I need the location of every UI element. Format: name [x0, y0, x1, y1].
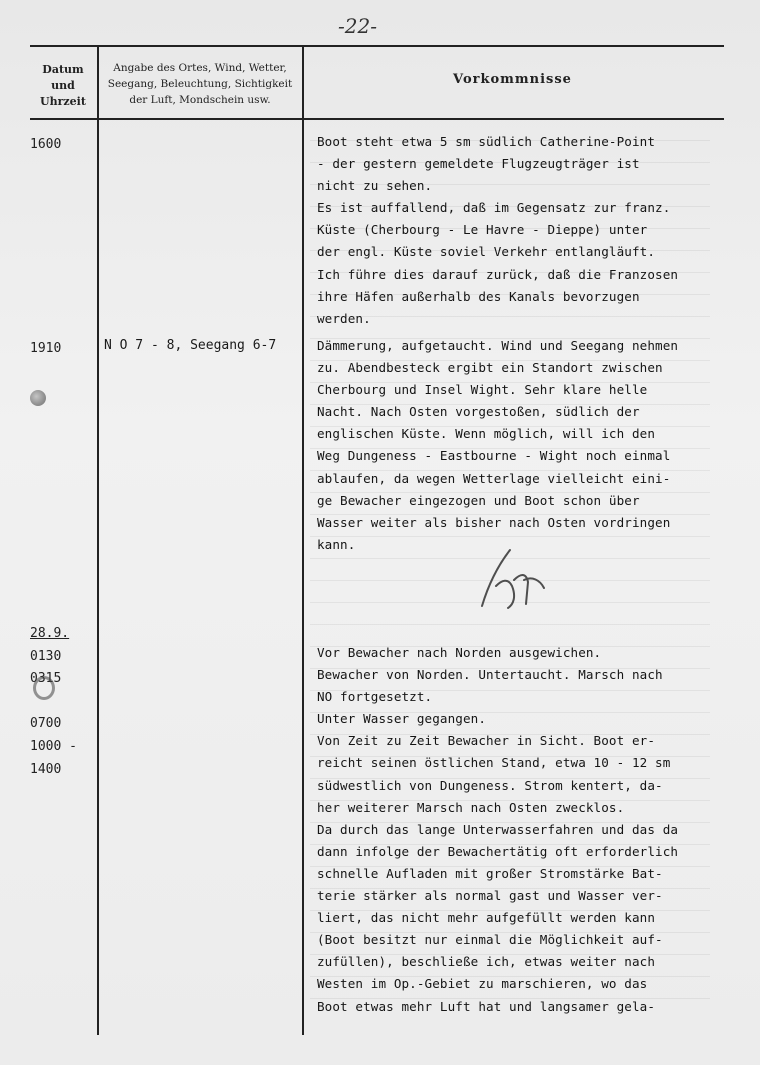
entry-28-9 [317, 642, 757, 1018]
header-events: Vorkommnisse [453, 72, 572, 87]
entry-line: zu. Abendbesteck ergibt ein Standort zwischen [317, 360, 663, 376]
time-1910: 1910 [30, 341, 62, 356]
entry-line: Da durch das lange Unterwasserfahren und das da [317, 821, 679, 837]
entry-line: reicht seinen östlichen Stand, etwa 10 - 12 sm [317, 755, 671, 771]
entry-line: Küste (Cherbourg - Le Havre - Dieppe) unter [317, 222, 648, 238]
entry-line: Unter Wasser gegangen. [317, 711, 487, 727]
header-place-line: Seegang, Beleuchtung, Sichtigkeit [107, 78, 293, 90]
date-28-9: 28.9. [30, 626, 70, 641]
entry-line: südwestlich von Dungeness. Strom kentert, da- [317, 777, 663, 793]
header-date-time [32, 62, 94, 110]
entry-line: Boot steht etwa 5 sm südlich Catherine-Point [317, 134, 656, 149]
entry-line: Boot etwas mehr Luft hat und langsamer gela- [317, 998, 656, 1014]
punch-hole [30, 390, 46, 406]
entry-line: Bewacher von Norden. Untertaucht. Marsch nach [317, 667, 663, 683]
header-place-line: der Luft, Mondschein usw. [129, 94, 271, 106]
entry-line: ihre Häfen außerhalb des Kanals bevorzugen [317, 288, 640, 304]
entry-line: ge Bewacher eingezogen und Boot schon über [317, 492, 640, 508]
entry-line: - der gestern gemeldete Flugzeugträger ist [317, 156, 640, 172]
time-0315: 0315 [30, 671, 62, 686]
entry-line: dann infolge der Bewachertätig oft erforderlich [317, 843, 679, 859]
entry-line: schnelle Aufladen mit großer Stromstärke Bat- [317, 865, 663, 881]
punch-hole [33, 676, 55, 700]
entry-line: Wasser weiter als bisher nach Osten vordringen [317, 514, 671, 530]
time-1400: 1400 [30, 762, 62, 777]
entry-line: nicht zu sehen. [317, 178, 433, 194]
entry-line: her weiterer Marsch nach Osten zwecklos. [317, 799, 625, 815]
header-place-line: Angabe des Ortes, Wind, Wetter, [113, 62, 287, 74]
page-number: -22- [338, 14, 377, 38]
entry-line: englischen Küste. Wenn möglich, will ich den [317, 426, 656, 442]
column-divider-2 [302, 45, 304, 1035]
header-date-line: und [51, 79, 75, 92]
entry-line: liert, das nicht mehr aufgefüllt werden kann [317, 910, 656, 926]
entry-line: (Boot besitzt nur einmal die Möglichkeit auf- [317, 932, 663, 948]
header-date-line: Datum [42, 63, 84, 76]
entry-line: zufüllen), beschließe ich, etwas weiter nach [317, 954, 656, 970]
table-top-rule [30, 45, 724, 47]
entry-line: NO fortgesetzt. [317, 689, 433, 705]
entry-line: terie stärker als normal gast und Wasser ver- [317, 888, 663, 904]
entry-line: Westen im Op.-Gebiet zu marschieren, wo das [317, 976, 648, 992]
time-1600: 1600 [30, 137, 62, 152]
entry-line: Weg Dungeness - Eastbourne - Wight noch einmal [317, 448, 671, 464]
entry-1910 [317, 335, 757, 556]
entry-line: ablaufen, da wegen Wetterlage vielleicht eini- [317, 470, 671, 486]
header-date-line: Uhrzeit [40, 95, 86, 108]
weather-entry-1910: N O 7 - 8, Seegang 6-7 [104, 338, 277, 353]
entry-line: Ich führe dies darauf zurück, daß die Franzosen [317, 266, 679, 282]
handwritten-signature [474, 540, 554, 620]
entry-line: Es ist auffallend, daß im Gegensatz zur franz. [317, 200, 671, 216]
time-1000: 1000 - [30, 739, 77, 754]
time-0700: 0700 [30, 716, 62, 731]
column-divider-1 [97, 45, 99, 1035]
entry-line: Vor Bewacher nach Norden ausgewichen. [317, 645, 602, 660]
entry-line: kann. [317, 536, 356, 552]
header-place-weather [100, 60, 300, 108]
entry-line: Cherbourg und Insel Wight. Sehr klare helle [317, 382, 648, 398]
header-bottom-rule [30, 118, 724, 120]
entry-line: Von Zeit zu Zeit Bewacher in Sicht. Boot er- [317, 733, 656, 749]
entry-line: Nacht. Nach Osten vorgestoßen, südlich der [317, 404, 640, 420]
entry-line: werden. [317, 310, 371, 326]
entry-line: der engl. Küste soviel Verkehr entlangläuft. [317, 244, 656, 260]
time-0130: 0130 [30, 649, 62, 664]
entry-line: Dämmerung, aufgetaucht. Wind und Seegang nehmen [317, 338, 679, 353]
entry-1600 [317, 131, 757, 330]
